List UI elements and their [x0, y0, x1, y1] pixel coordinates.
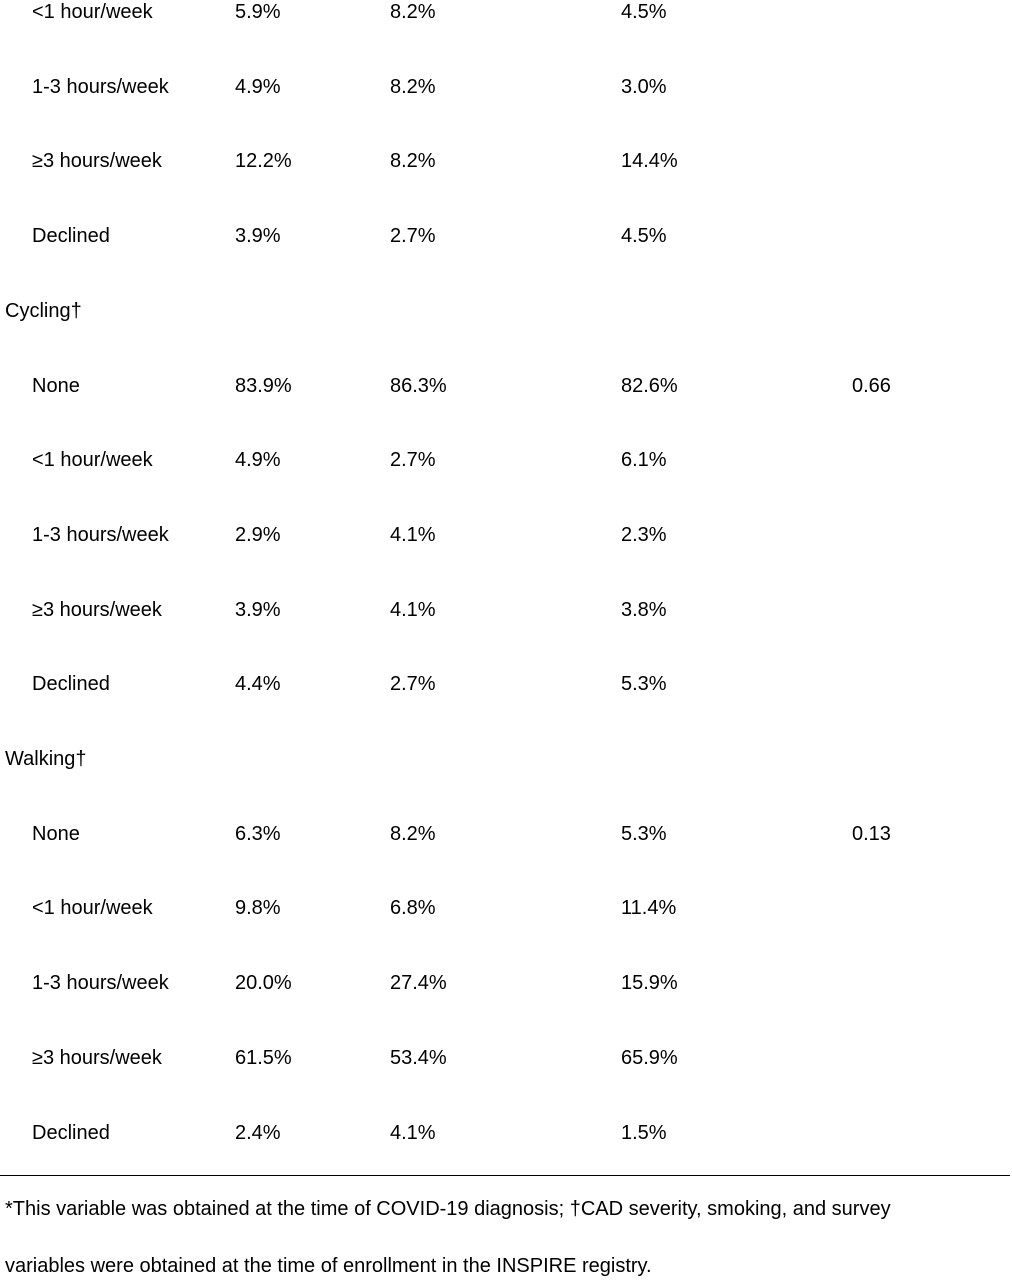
value-group-b: 1.5% [621, 1122, 667, 1144]
value-group-a: 8.2% [390, 1, 436, 23]
value-overall: 9.8% [235, 897, 281, 919]
table-row [0, 1043, 1012, 1073]
row-label: Declined [32, 673, 110, 695]
table-row [0, 221, 1012, 251]
value-group-a: 6.8% [390, 897, 436, 919]
row-label: 1-3 hours/week [32, 972, 169, 994]
table-row [0, 445, 1012, 475]
value-group-a: 4.1% [390, 1122, 436, 1144]
value-group-a: 8.2% [390, 150, 436, 172]
group-header-row [0, 744, 1012, 774]
table-row [0, 146, 1012, 176]
table-row [0, 72, 1012, 102]
value-group-b: 4.5% [621, 1, 667, 23]
value-group-b: 65.9% [621, 1047, 678, 1069]
value-group-a: 4.1% [390, 599, 436, 621]
value-group-b: 4.5% [621, 225, 667, 247]
p-value: 0.66 [852, 375, 891, 397]
value-group-a: 86.3% [390, 375, 447, 397]
value-group-a: 4.1% [390, 524, 436, 546]
table-row [0, 0, 1012, 27]
row-label: ≥3 hours/week [32, 1047, 162, 1069]
value-overall: 2.9% [235, 524, 281, 546]
value-group-a: 2.7% [390, 449, 436, 471]
group-label: Walking† [5, 748, 87, 770]
value-overall: 3.9% [235, 225, 281, 247]
row-label: Declined [32, 1122, 110, 1144]
value-overall: 20.0% [235, 972, 292, 994]
group-label: Cycling† [5, 300, 82, 322]
value-group-b: 11.4% [621, 897, 677, 919]
row-label: 1-3 hours/week [32, 524, 169, 546]
row-label: 1-3 hours/week [32, 76, 169, 98]
value-group-a: 2.7% [390, 673, 436, 695]
value-overall: 12.2% [235, 150, 292, 172]
row-label: None [32, 823, 80, 845]
value-group-b: 5.3% [621, 673, 667, 695]
row-label: <1 hour/week [32, 449, 153, 471]
value-overall: 4.9% [235, 449, 281, 471]
value-overall: 83.9% [235, 375, 292, 397]
value-group-b: 6.1% [621, 449, 667, 471]
value-overall: 5.9% [235, 1, 281, 23]
value-overall: 6.3% [235, 823, 281, 845]
value-group-a: 53.4% [390, 1047, 447, 1069]
row-label: <1 hour/week [32, 1, 153, 23]
table-row [0, 1118, 1012, 1148]
row-label: Declined [32, 225, 110, 247]
row-label: <1 hour/week [32, 897, 153, 919]
table-row [0, 893, 1012, 923]
table-row [0, 371, 1012, 401]
value-group-a: 27.4% [390, 972, 447, 994]
table-row [0, 819, 1012, 849]
row-label: ≥3 hours/week [32, 599, 162, 621]
value-overall: 2.4% [235, 1122, 281, 1144]
p-value: 0.13 [852, 823, 891, 845]
value-group-a: 8.2% [390, 823, 436, 845]
row-label: None [32, 375, 80, 397]
table-row [0, 595, 1012, 625]
value-group-b: 15.9% [621, 972, 678, 994]
table-row [0, 968, 1012, 998]
value-group-b: 82.6% [621, 375, 678, 397]
value-group-b: 3.8% [621, 599, 667, 621]
value-group-a: 8.2% [390, 76, 436, 98]
value-overall: 61.5% [235, 1047, 292, 1069]
group-header-row [0, 296, 1012, 326]
value-group-b: 5.3% [621, 823, 667, 845]
value-overall: 4.4% [235, 673, 281, 695]
value-group-b: 2.3% [621, 524, 667, 546]
value-overall: 4.9% [235, 76, 281, 98]
footnote-line-2: variables were obtained at the time of enrollment in the INSPIRE registry. [5, 1255, 652, 1277]
value-group-a: 2.7% [390, 225, 436, 247]
table-row [0, 669, 1012, 699]
value-group-b: 14.4% [621, 150, 678, 172]
footnote-line-1: *This variable was obtained at the time of COVID-19 diagnosis; †CAD severity, smoking, and survey [5, 1198, 891, 1220]
row-label: ≥3 hours/week [32, 150, 162, 172]
table-row [0, 520, 1012, 550]
value-overall: 3.9% [235, 599, 281, 621]
value-group-b: 3.0% [621, 76, 667, 98]
table-bottom-rule [0, 1175, 1010, 1176]
